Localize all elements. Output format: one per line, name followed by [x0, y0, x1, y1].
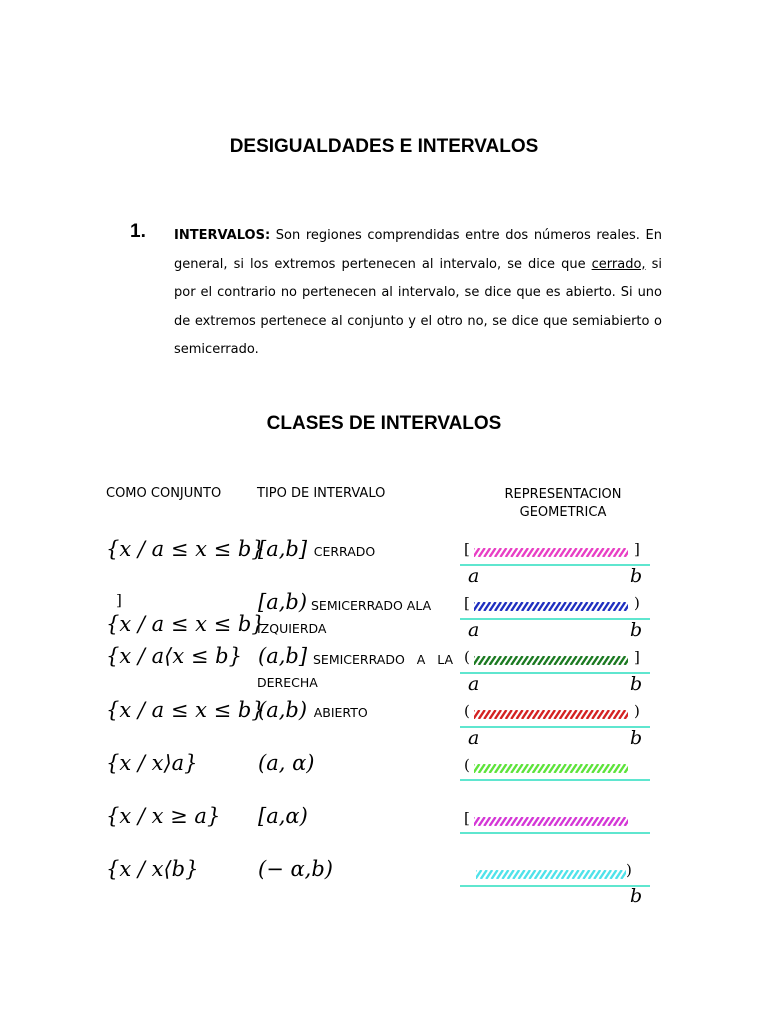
hatched-interval	[474, 656, 628, 665]
number-line	[460, 672, 650, 674]
interval-symbol: (a,b)	[258, 698, 308, 722]
interval-notation: [a,α)	[258, 804, 308, 828]
set-notation: {x / a ≤ x ≤ b}	[106, 612, 265, 636]
number-line	[460, 564, 650, 566]
hatched-interval	[474, 764, 628, 773]
set-notation: {x / x⟨b}	[106, 857, 199, 881]
hatched-interval	[476, 870, 626, 879]
interval-symbol: [a,b]	[258, 537, 308, 561]
header-como-conjunto: COMO CONJUNTO	[106, 486, 222, 501]
endpoint-a: a	[468, 565, 480, 587]
hatched-interval	[474, 602, 628, 611]
hatch-strokes	[474, 710, 628, 719]
number-line	[460, 832, 650, 834]
number-line	[460, 779, 650, 781]
interval-notation: (− α,b)	[258, 857, 333, 881]
right-bracket: )	[634, 594, 640, 612]
endpoint-a: a	[468, 673, 480, 695]
endpoint-b: b	[630, 565, 643, 587]
endpoint-b: b	[630, 885, 643, 907]
intervals-definition	[174, 222, 662, 365]
hatch-strokes	[474, 817, 628, 826]
interval-type-text: SEMICERRADO ALA IZQUIERDA	[257, 598, 432, 636]
section-subtitle: CLASES DE INTERVALOS	[266, 413, 502, 434]
header-representacion-line1: REPRESENTACION	[504, 487, 622, 502]
right-bracket: ]	[634, 648, 640, 666]
interval-symbol: (a,b]	[258, 644, 308, 668]
endpoint-a: a	[468, 727, 480, 749]
hatch-strokes	[474, 602, 628, 611]
right-bracket: ]	[634, 540, 640, 558]
interval-symbol: [a,b)	[258, 590, 308, 614]
hatched-interval	[474, 817, 628, 826]
set-notation: {x / x ≥ a}	[106, 804, 221, 828]
definition-lead: INTERVALOS:	[174, 228, 271, 243]
right-bracket: )	[626, 861, 632, 879]
left-bracket: (	[464, 756, 470, 774]
set-notation: {x / a ≤ x ≤ b}	[106, 537, 265, 561]
set-notation: {x / a ≤ x ≤ b}	[106, 698, 265, 722]
interval-notation	[258, 698, 368, 722]
endpoint-b: b	[630, 619, 643, 641]
header-representacion-line2: GEOMETRICA	[519, 505, 607, 520]
hatch-strokes	[476, 870, 626, 879]
header-tipo-intervalo: TIPO DE INTERVALO	[257, 486, 386, 501]
endpoint-b: b	[630, 727, 643, 749]
interval-notation: (a, α)	[258, 751, 315, 775]
definition-underlined: cerrado,	[591, 256, 646, 272]
hatch-strokes	[474, 656, 628, 665]
definition-text-b: si por el contrario no pertenecen al intervalo, se dice que es abierto. Si uno de extremos pertenece al conjunto y el otro no, se dice que semiabierto o semicerrado.	[174, 256, 662, 357]
endpoint-a: a	[468, 619, 480, 641]
left-bracket: [	[464, 809, 470, 827]
left-bracket: (	[464, 648, 470, 666]
set-notation: {x / x⟩a}	[106, 751, 198, 775]
header-representacion	[470, 486, 656, 522]
interval-notation	[258, 537, 375, 561]
stray-bracket: ]	[116, 591, 122, 609]
definition-text-a: Son regiones comprendidas entre dos números reales. En general, si los extremos pertenecen al intervalo, se dice que	[174, 228, 662, 272]
page-title: DESIGUALDADES E INTERVALOS	[229, 136, 539, 157]
endpoint-b: b	[630, 673, 643, 695]
interval-type: ABIERTO	[313, 705, 368, 720]
hatch-strokes	[474, 764, 628, 773]
interval-type-text: SEMICERRADO A LA DERECHA	[257, 652, 453, 690]
left-bracket: [	[464, 594, 470, 612]
right-bracket: )	[634, 702, 640, 720]
number-line	[460, 885, 650, 887]
hatched-interval	[474, 548, 628, 557]
number-line	[460, 726, 650, 728]
section-number: 1.	[130, 221, 146, 242]
hatch-strokes	[474, 548, 628, 557]
hatched-interval	[474, 710, 628, 719]
left-bracket: (	[464, 702, 470, 720]
number-line	[460, 618, 650, 620]
set-notation: {x / a⟨x ≤ b}	[106, 644, 242, 668]
left-bracket: [	[464, 540, 470, 558]
interval-type: CERRADO	[313, 544, 376, 559]
